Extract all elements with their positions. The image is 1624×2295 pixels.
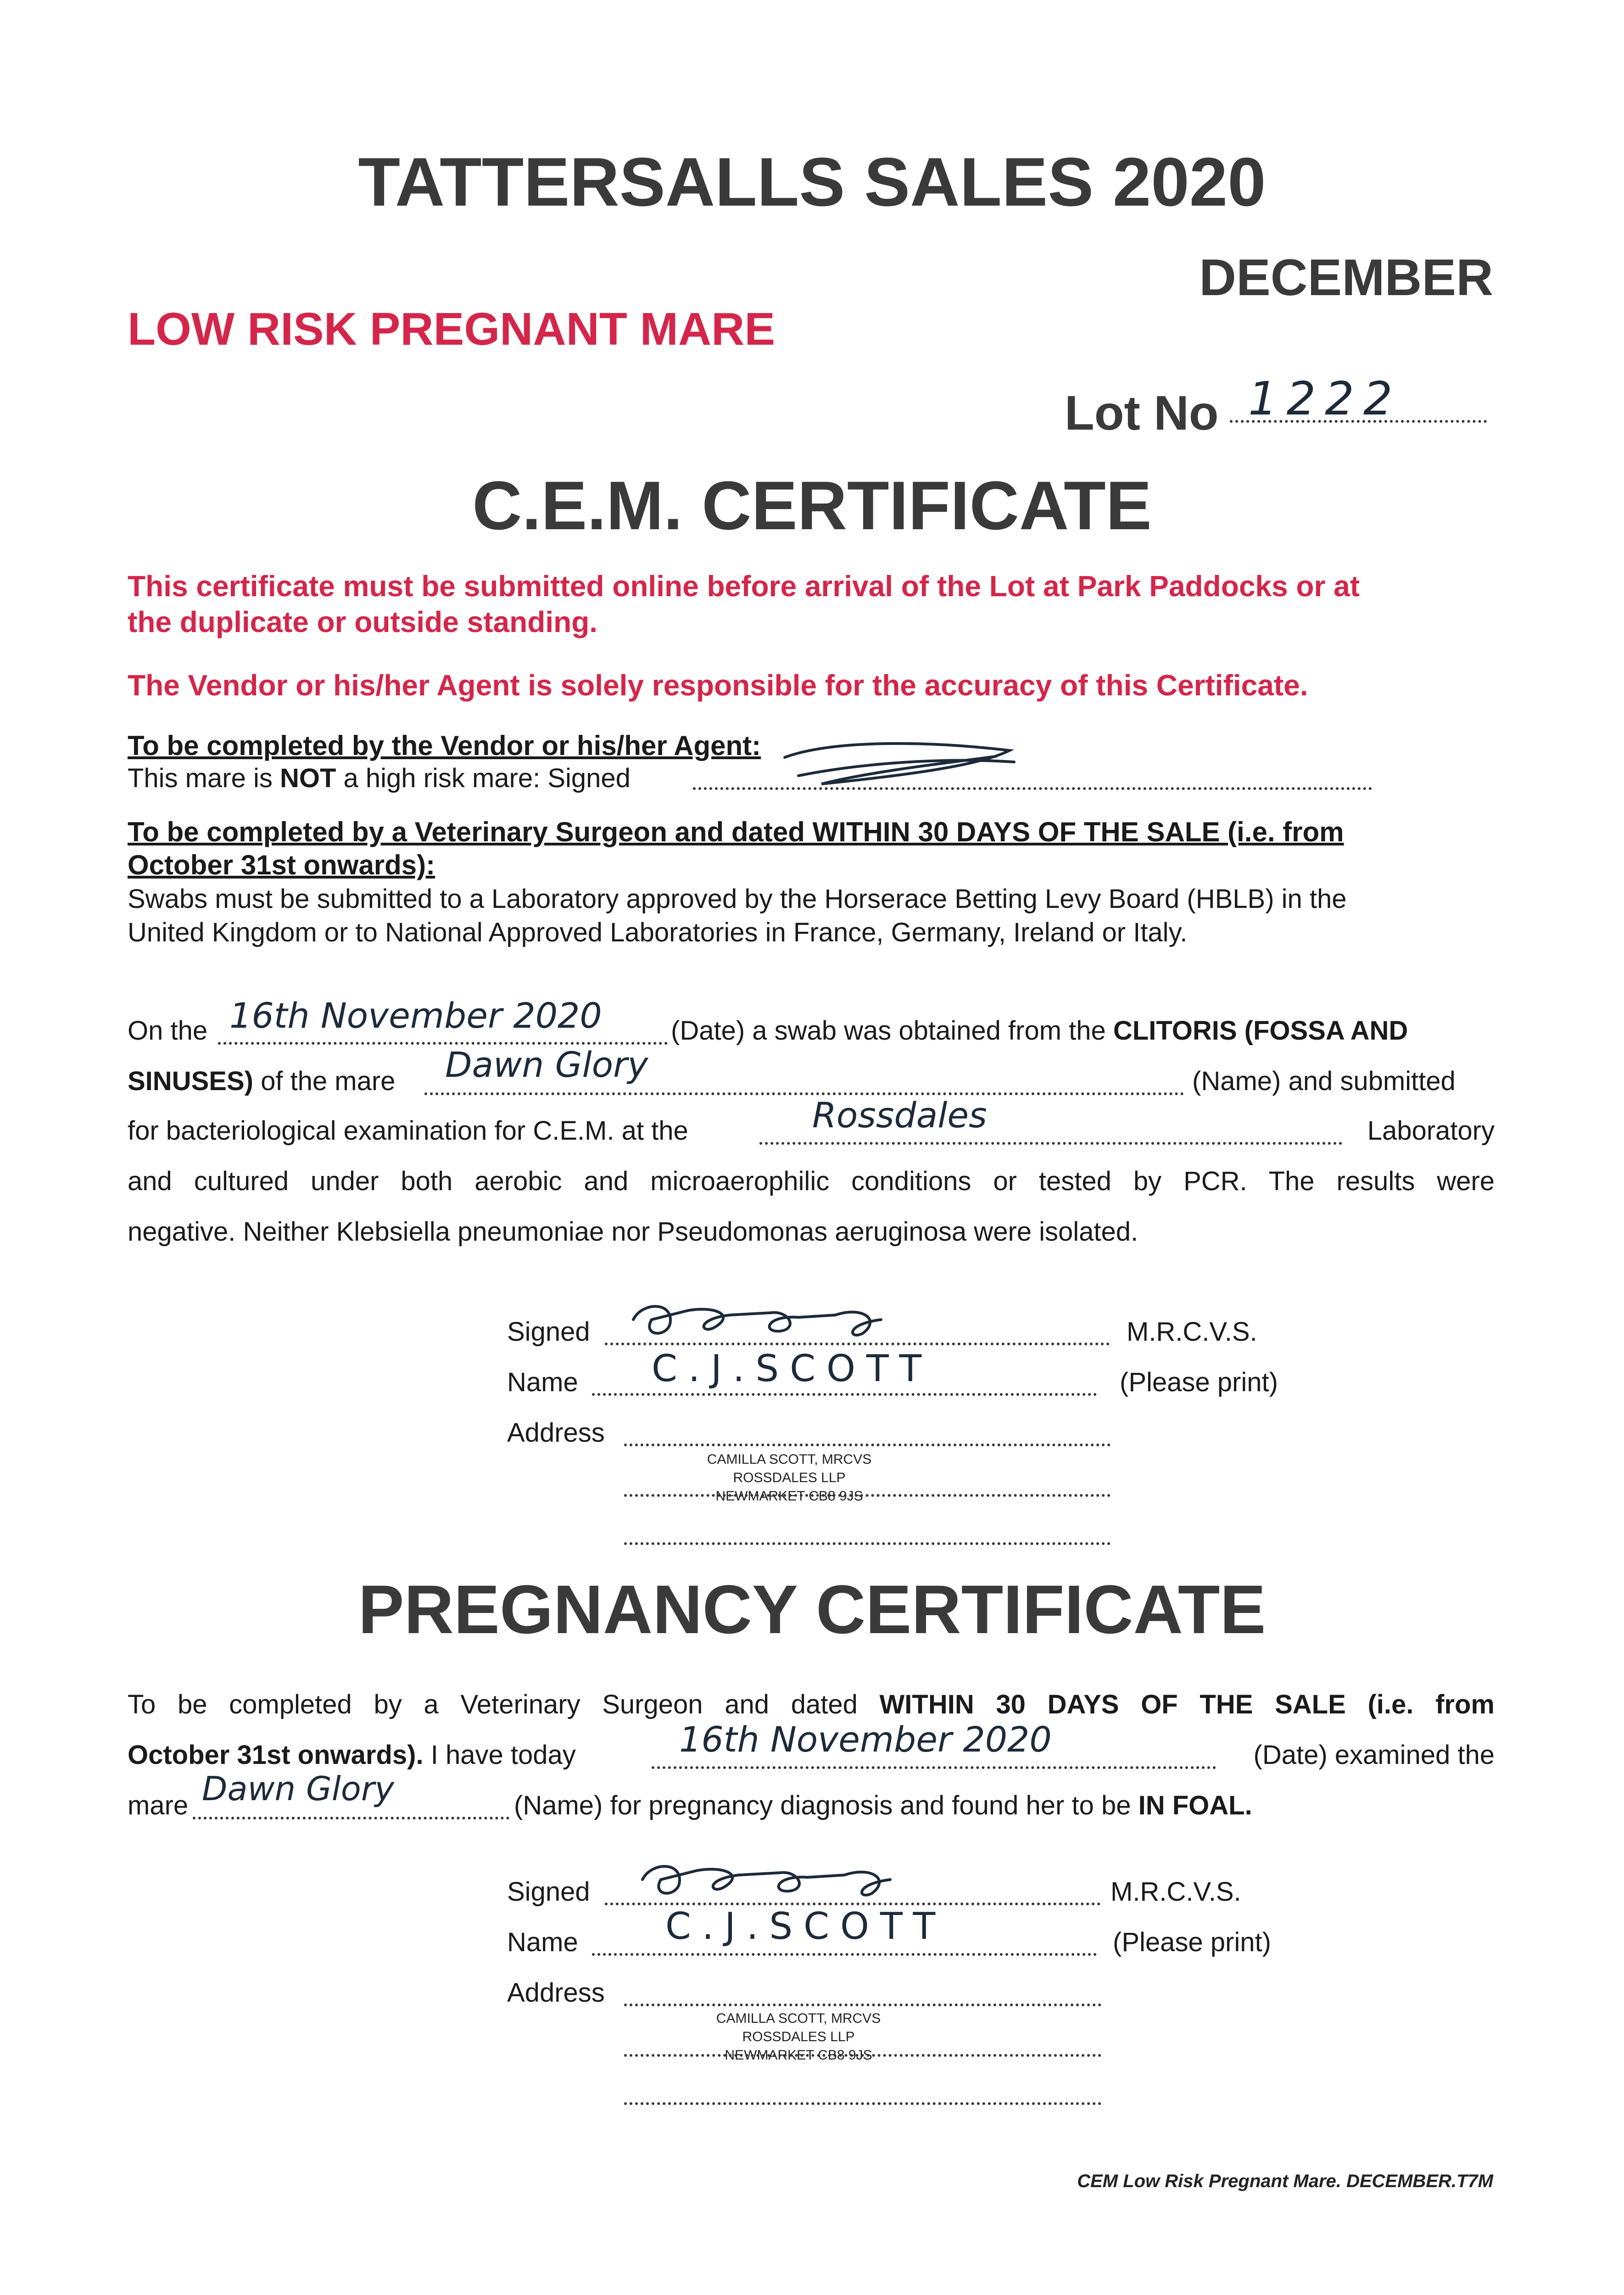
swab-date-value: 16th November 2020 — [229, 995, 602, 1036]
lot-number-value: 1222 — [1248, 372, 1402, 425]
pregnancy-intro-line1 — [128, 1689, 1495, 1720]
pregnancy-mare-label: mare — [128, 1791, 189, 1820]
preg-mrcvs-label: M.R.C.V.S. — [1111, 1877, 1241, 1907]
cem-mare-name-value: Dawn Glory — [445, 1044, 648, 1085]
responsibility-notice: The Vendor or his/her Agent is solely responsible for the accuracy of this Certificate. — [128, 669, 1308, 702]
pregnancy-mare-name-field[interactable] — [193, 1817, 509, 1819]
risk-category: LOW RISK PREGNANT MARE — [128, 303, 776, 355]
on-the-label: On the — [128, 1016, 208, 1046]
pregnancy-today-label: I have today — [423, 1740, 576, 1770]
sinuses-line — [128, 1066, 395, 1097]
cem-stamp-line1: CAMILLA SCOTT, MRCVS — [707, 1452, 872, 1467]
preg-stamp-line3: NEWMARKET CB8 9JS — [725, 2048, 872, 2063]
cem-name-label: Name — [507, 1367, 578, 1397]
laboratory-name-field[interactable] — [759, 1142, 1342, 1145]
cem-certificate-heading: C.E.M. CERTIFICATE — [472, 467, 1152, 544]
pregnancy-within-30-days: WITHIN 30 DAYS OF THE SALE (i.e. from — [879, 1690, 1495, 1719]
swab-date-statement-pre: (Date) a swab was obtained from the — [671, 1016, 1113, 1046]
cem-address-stamp — [661, 1450, 918, 1506]
sinuses-label: SINUSES) — [128, 1066, 253, 1096]
pregnancy-certificate-heading: PREGNANCY CERTIFICATE — [358, 1571, 1266, 1648]
negative-results-text: negative. Neither Klebsiella pneumoniae nor Pseudomonas aeruginosa were isolated. — [128, 1217, 1138, 1247]
vendor-section-heading: To be completed by the Vendor or his/her Agent: — [128, 730, 761, 761]
pregnancy-diagnosis-statement — [514, 1790, 1252, 1821]
preg-address-field-1[interactable] — [624, 2004, 1101, 2006]
in-foal-result: IN FOAL. — [1138, 1791, 1252, 1820]
vendor-statement-pre: This mare is — [128, 763, 280, 793]
cem-vet-signature-icon — [624, 1292, 899, 1347]
clitoris-label: CLITORIS (FOSSA AND — [1113, 1016, 1408, 1046]
cem-stamp-line2: ROSSDALES LLP — [733, 1470, 846, 1485]
pregnancy-intro-pre: To be completed by a Veterinary Surgeon and dated — [128, 1690, 880, 1719]
cem-mare-name-field[interactable] — [424, 1092, 1184, 1095]
pregnancy-date-examined-label: (Date) examined the — [1253, 1740, 1495, 1770]
cem-please-print-label: (Please print) — [1120, 1367, 1278, 1397]
preg-address-field-3[interactable] — [624, 2102, 1101, 2105]
pregnancy-october-31: October 31st onwards). — [128, 1740, 424, 1770]
pregnancy-mare-name-value: Dawn Glory — [202, 1769, 395, 1808]
cem-stamp-line3: NEWMARKET CB8 9JS — [715, 1489, 863, 1504]
vet-section-heading-line1: To be completed by a Veterinary Surgeon and dated WITHIN 30 DAYS OF THE SALE (i.e. from — [128, 817, 1344, 847]
laboratory-name-value: Rossdales — [812, 1095, 987, 1136]
cem-signed-label: Signed — [507, 1317, 590, 1347]
cem-mrcvs-label: M.R.C.V.S. — [1127, 1317, 1257, 1347]
vendor-statement — [128, 763, 631, 794]
preg-address-field-2[interactable] — [624, 2054, 1101, 2057]
of-the-mare-label: of the mare — [253, 1066, 396, 1096]
pregnancy-exam-date-field[interactable] — [652, 1766, 1216, 1769]
cem-address-field-2[interactable] — [624, 1494, 1111, 1497]
bacteriological-label: for bacteriological examination for C.E.M. at the — [128, 1116, 688, 1146]
preg-vet-name-value: C.J.SCOTT — [665, 1905, 947, 1948]
preg-stamp-line1: CAMILLA SCOTT, MRCVS — [716, 2011, 881, 2026]
pregnancy-intro-line2 — [128, 1740, 576, 1770]
preg-address-label: Address — [507, 1978, 605, 2008]
cem-vet-name-field[interactable] — [592, 1393, 1097, 1396]
preg-name-label: Name — [507, 1927, 578, 1957]
name-and-submitted-label: (Name) and submitted — [1192, 1066, 1456, 1096]
pregnancy-diagnosis-pre: (Name) for pregnancy diagnosis and found her to be — [514, 1791, 1138, 1820]
cem-address-label: Address — [507, 1418, 605, 1448]
cem-vet-name-value: C.J.SCOTT — [652, 1347, 933, 1390]
vendor-statement-post: a high risk mare: Signed — [336, 763, 631, 793]
sale-month: DECEMBER — [1199, 249, 1493, 306]
submission-notice-line2: the duplicate or outside standing. — [128, 605, 598, 638]
preg-vet-name-field[interactable] — [592, 1953, 1097, 1956]
form-code-footer: CEM Low Risk Pregnant Mare. DECEMBER.T7M — [1077, 2171, 1493, 2191]
vendor-statement-not: NOT — [279, 763, 336, 793]
cem-address-field-3[interactable] — [624, 1542, 1111, 1545]
lot-number-label: Lot No — [1065, 386, 1219, 440]
cem-address-field-1[interactable] — [624, 1444, 1111, 1446]
document-title: TATTERSALLS SALES 2020 — [358, 143, 1266, 220]
preg-please-print-label: (Please print) — [1113, 1927, 1271, 1957]
culture-conditions-text: and cultured under both aerobic and microaerophilic conditions or tested by PCR. The results were — [128, 1166, 1495, 1196]
preg-vet-signature-icon — [633, 1852, 909, 1907]
laboratory-label: Laboratory — [1367, 1116, 1495, 1146]
swabs-requirement-line2: United Kingdom or to National Approved Laboratories in France, Germany, Ireland or Italy. — [128, 918, 1188, 947]
vet-section-heading-line2: October 31st onwards): — [128, 850, 435, 880]
preg-stamp-line2: ROSSDALES LLP — [742, 2029, 855, 2044]
preg-signed-label: Signed — [507, 1877, 590, 1907]
swab-date-statement — [671, 1015, 1408, 1046]
vendor-signature-icon — [780, 730, 1019, 799]
swabs-requirement-line1: Swabs must be submitted to a Laboratory approved by the Horserace Betting Levy Board (HBLB) in the — [128, 884, 1347, 914]
submission-notice-line1: This certificate must be submitted online before arrival of the Lot at Park Paddocks or at — [128, 570, 1360, 603]
pregnancy-exam-date-value: 16th November 2020 — [679, 1719, 1052, 1760]
